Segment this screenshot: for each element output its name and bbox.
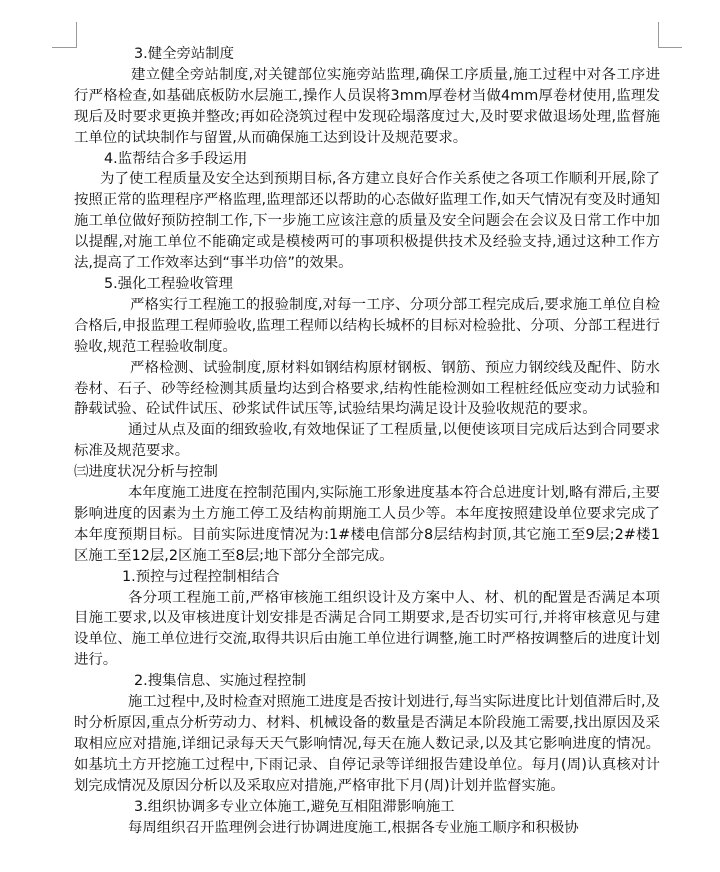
section-heading: 5.强化工程验收管理 (104, 275, 233, 292)
section-heading: ㈢进度状况分析与控制 (74, 464, 218, 481)
paragraph: 通过从点及面的细致验收,有效地保证了工程质量,以便使该项目完成后达到合同要求标准及规范要求。 (74, 422, 660, 460)
section-heading: 3.组织协调多专业立体施工,避免互相阻滞影响施工 (134, 798, 455, 815)
paragraph: 各分项工程施工前,严格审核施工组织设计及方案中人、材、机的配置是否满足本项目施工要求,以及审核进度计划安排是否满足合同工期要求,是否切实可行,并将审核意见与建设单位、施工单位进行交流,取得共识后由施工单位进行调整,施工时严格按调整后的进度计划进行。 (74, 589, 660, 669)
paragraph: 严格检测、试验制度,原材料如钢结构原材钢板、钢筋、预应力钢绞线及配件、防水卷材、石子、砂等经检测其质量均达到合格要求,结构性能检测如工程桩经低应变动力试验和静载试验、砼试件试压、砂浆试件试压等,试验结果均满足设计及验收规范的要求。 (74, 359, 660, 418)
section-heading: 3.健全旁站制度 (134, 46, 235, 62)
paragraph: 每周组织召开监理例会进行协调进度施工,根据各专业施工顺序和积极协 (128, 819, 579, 836)
paragraph: 本年度施工进度在控制范围内,实际施工形象进度基本符合总进度计划,略有滞后,主要影响进度的因素为土方施工停工及结构前期施工人员少等。本年度按照建设单位要求完成了本年度预期目标。目前实际进度情况为:1#楼电信部分8层结构封顶,其它施工至9层;2#楼1区施工至12层,2区施工至8层;地下部分全部完成。 (74, 485, 660, 564)
section-heading: 1.预控与过程控制相结合 (122, 568, 280, 585)
document-body (74, 44, 660, 838)
section-heading: 2.搜集信息、实施过程控制 (134, 673, 307, 690)
paragraph: 为了使工程质量及安全达到预期目标,各方建立良好合作关系使之各项工作顺利开展,除了按照正常的监理程序严格监理,监理部还以帮助的心态做好监理工作,如天气情况有变及时通知施工单位做好预防控制工作,下一步施工应该注意的质量及安全问题会在会议及日常工作中加以提醒,对施工单位不能确定或是模棱两可的事项积极提供技术及经验支持,通过这种工作方法,提高了工作效率达到“事半功倍”的效果。 (74, 171, 660, 272)
paragraph: 施工过程中,及时检查对照施工进度是否按计划进行,每当实际进度比计划值滞后时,及时分析原因,重点分析劳动力、材料、机械设备的数量是否满足本阶段施工需要,找出原因及采取相应应对措施,详细记录每天天气影响情况,每天在施人数记录,以及其它影响进度的情况。如基坑土方开挖施工过程中,下雨记录、自停记录等详细报告建设单位。每月(周)认真核对计划完成情况及原因分析以及采取应对措施,严格审批下月(周)计划并监督实施。 (74, 694, 660, 794)
paragraph: 严格实行工程施工的报验制度,对每一工序、分项分部工程完成后,要求施工单位自检合格后,申报监理工程师验收,监理工程师以结构长城杯的目标对检验批、分项、分部工程进行验收,规范工程验收制度。 (74, 296, 660, 355)
paragraph: 建立健全旁站制度,对关键部位实施旁站监理,确保工序质量,施工过程中对各工序进行严格检查,如基础底板防水层施工,操作人员误将3mm厚卷材当做4mm厚卷材使用,监理发现后及时要求更换并整改;再如砼浇筑过程中发现砼塌落度过大,及时要求做退场处理,监督施工单位的试块制作与留置,从而确保施工达到设计及规范要求。 (74, 66, 660, 146)
section-heading: 4.监帮结合多手段运用 (104, 150, 248, 167)
